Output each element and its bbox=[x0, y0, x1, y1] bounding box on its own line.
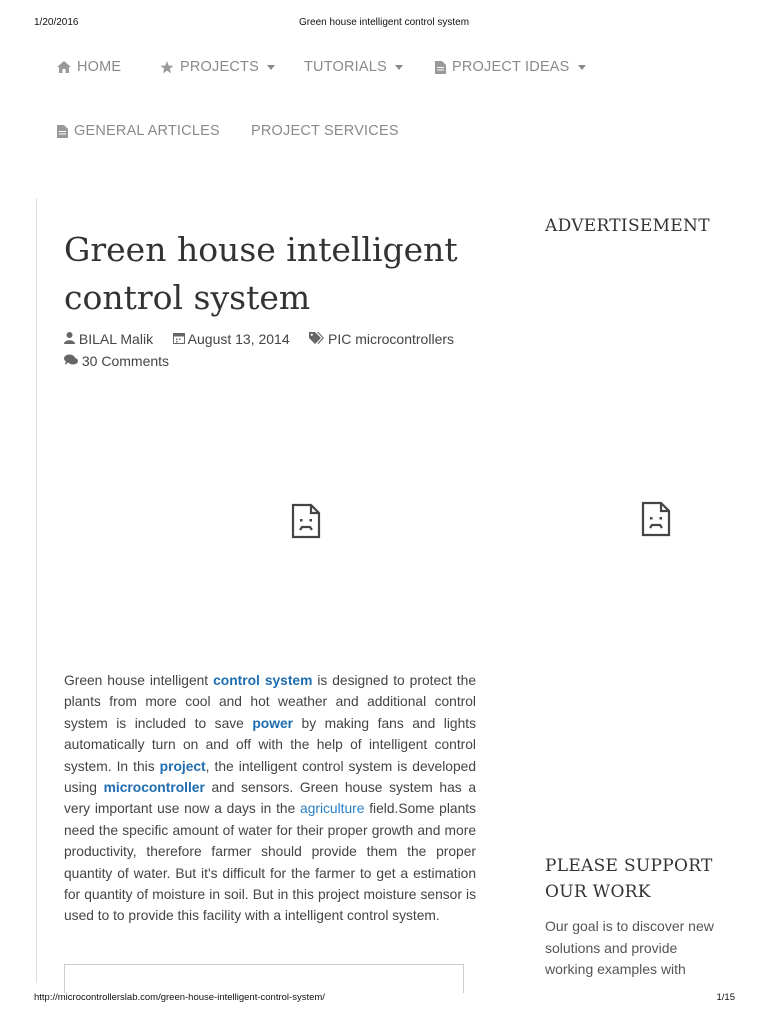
content-divider bbox=[36, 198, 37, 983]
print-url: http://microcontrollerslab.com/green-house-intelligent-control-system/ bbox=[34, 992, 325, 1003]
link-microcontroller[interactable]: microcontroller bbox=[103, 780, 205, 796]
support-text: Our goal is to discover new solutions and provide working examples with bbox=[545, 918, 714, 977]
print-title: Green house intelligent control system bbox=[298, 17, 470, 28]
document-icon bbox=[435, 61, 446, 74]
text-segment: is designed to protect the plants from more cool and hot weather and additional control system is included to save bbox=[64, 673, 476, 731]
support-heading: PLEASE SUPPORT OUR WORK bbox=[545, 856, 713, 902]
article-title: Green house intelligent control system bbox=[64, 230, 458, 317]
link-power[interactable]: power bbox=[252, 715, 293, 731]
article-meta bbox=[64, 328, 484, 372]
text-segment: by making fans and lights automatically turn on and off with the help of intelligent control system. In this bbox=[64, 715, 476, 774]
home-icon bbox=[57, 61, 71, 73]
print-date: 1/20/2016 bbox=[34, 17, 79, 28]
meta-comments[interactable] bbox=[64, 353, 169, 369]
nav-projects-label: PROJECTS bbox=[180, 59, 259, 75]
comments-count: 30 Comments bbox=[81, 353, 170, 369]
meta-date bbox=[173, 331, 290, 347]
calendar-icon bbox=[173, 332, 185, 344]
article-paragraph bbox=[64, 670, 476, 927]
author-name: BILAL Malik bbox=[78, 331, 154, 347]
comments-icon bbox=[64, 354, 78, 366]
broken-image-icon bbox=[641, 501, 671, 537]
star-icon bbox=[160, 61, 174, 74]
nav-home[interactable] bbox=[57, 59, 121, 75]
link-project[interactable]: project bbox=[159, 758, 206, 774]
chevron-down-icon bbox=[395, 65, 403, 70]
text-segment: field.Some plants need the specific amount of water for their proper growth and more productivity, therefore farmer should provide them the proper quantity of water. But it's difficult for the farmer to get a estimation for quantity of moisture in soil. But in this project moisture sensor is used to to provide this facility with a intelligent control system. bbox=[64, 801, 476, 924]
category-link: PIC microcontrollers bbox=[327, 331, 455, 347]
nav-project-services-label: PROJECT SERVICES bbox=[251, 123, 399, 139]
tags-icon bbox=[309, 332, 324, 344]
broken-image-icon bbox=[291, 503, 321, 539]
nav-project-ideas[interactable] bbox=[435, 59, 586, 75]
document-icon bbox=[57, 125, 68, 138]
advertisement-heading: ADVERTISEMENT bbox=[545, 216, 710, 236]
text-segment: , the intelligent control system is developed using bbox=[64, 758, 476, 796]
meta-author[interactable] bbox=[64, 331, 153, 347]
nav-project-ideas-label: PROJECT IDEAS bbox=[452, 59, 570, 75]
user-icon bbox=[64, 332, 75, 344]
nav-home-label: HOME bbox=[77, 59, 122, 75]
text-segment: Green house intelligent bbox=[64, 673, 214, 688]
chevron-down-icon bbox=[578, 65, 586, 70]
link-control-system[interactable]: control system bbox=[213, 673, 313, 688]
nav-tutorials[interactable] bbox=[304, 59, 403, 75]
nav-tutorials-label: TUTORIALS bbox=[304, 59, 387, 75]
text-segment: and sensors. Green house system has a very important use now a days in the bbox=[64, 780, 476, 817]
nav-general-articles-label: GENERAL ARTICLES bbox=[74, 123, 220, 139]
nav-project-services[interactable] bbox=[251, 123, 399, 139]
chevron-down-icon bbox=[267, 65, 275, 70]
nav-projects[interactable] bbox=[160, 59, 275, 75]
post-date: August 13, 2014 bbox=[187, 331, 290, 347]
meta-category[interactable] bbox=[309, 331, 454, 347]
content-box bbox=[64, 964, 464, 993]
nav-general-articles[interactable] bbox=[57, 123, 220, 139]
page-number: 1/15 bbox=[716, 992, 735, 1003]
link-agriculture[interactable]: agriculture bbox=[300, 801, 365, 817]
